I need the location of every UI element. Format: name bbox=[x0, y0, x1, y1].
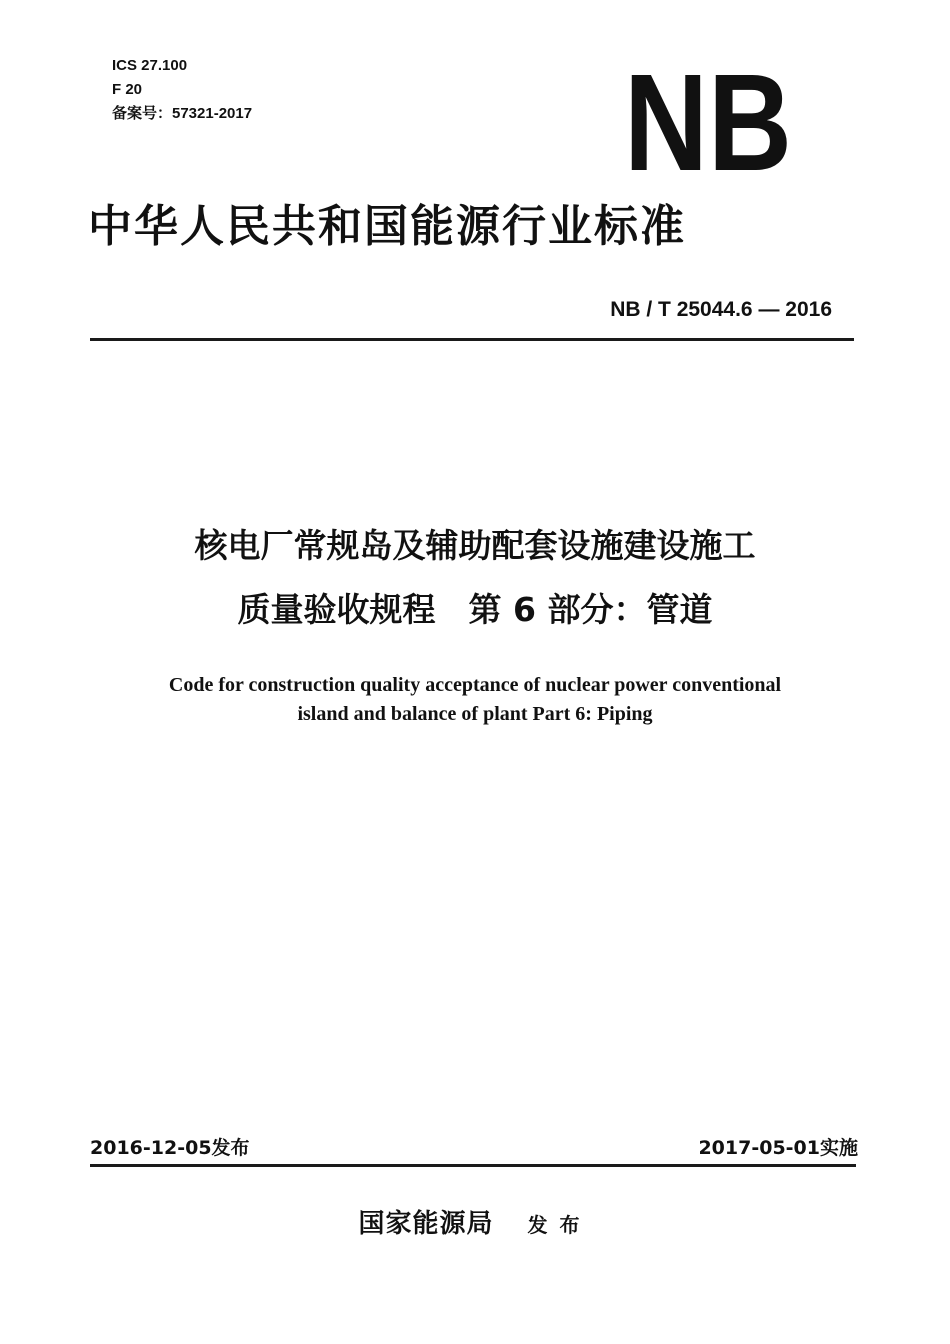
title-english-line-2: island and balance of plant Part 6: Piping bbox=[297, 703, 653, 725]
nb-logo bbox=[624, 46, 794, 200]
standard-number: NB / T 25044.6 — 2016 bbox=[610, 298, 832, 321]
top-divider bbox=[90, 338, 854, 341]
bottom-divider bbox=[90, 1164, 856, 1167]
ics-code: ICS 27.100 bbox=[112, 57, 188, 74]
nb-logo-text: NB bbox=[624, 46, 792, 200]
publisher-name: 国家能源局 bbox=[358, 1209, 494, 1239]
publisher-line bbox=[0, 1204, 950, 1247]
filing-number: 备案号：57321-2017 bbox=[112, 105, 253, 122]
implementation-date: 2017-05-01实施 bbox=[698, 1137, 858, 1159]
classification-code: F 20 bbox=[112, 81, 143, 98]
title-chinese-line-2: 质量验收规程 第 6 部分：管道 bbox=[237, 590, 713, 629]
issuing-authority-title: 中华人民共和国能源行业标准 bbox=[88, 201, 686, 252]
title-chinese-line-1: 核电厂常规岛及辅助配套设施建设施工 bbox=[194, 526, 756, 565]
publisher-action: 发布 bbox=[527, 1213, 592, 1237]
issue-date: 2016-12-05发布 bbox=[90, 1137, 250, 1159]
title-english-line-1: Code for construction quality acceptance of nuclear power conventional bbox=[168, 674, 782, 696]
